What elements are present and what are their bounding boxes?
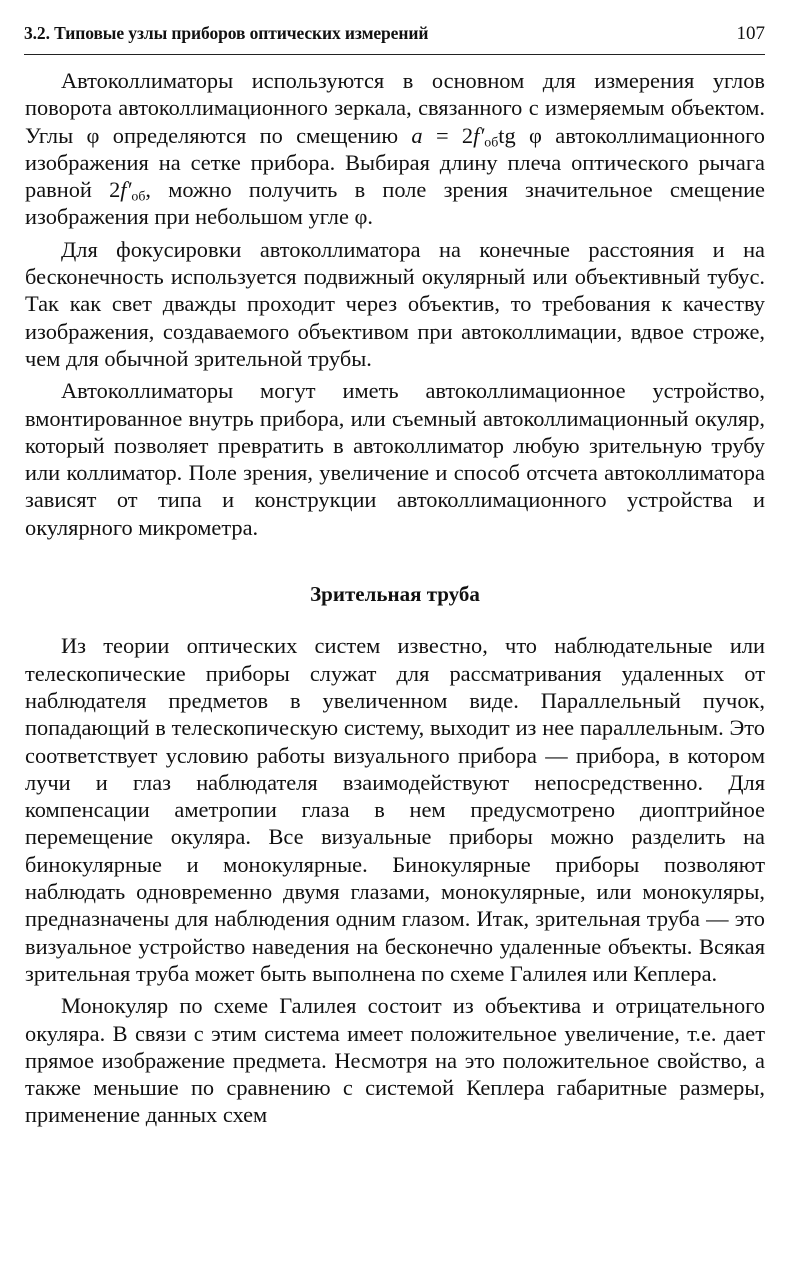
paragraphs-before-heading	[25, 67, 765, 541]
paragraph-text: tg φ автоколлимационного изображения на сетке прибора. Выбирая длину плеча оптического рычага равной 2	[25, 122, 765, 203]
paragraph-text: Для фокусировки автоколлиматора на конечные расстояния и на бесконечность используется подвижный окулярный или объективный тубус. Так как свет дважды проходит через объектив, то требования к качеству изображения, создаваемого объективом при автоколлимации, вдвое строже, чем для обычной зрительной трубы.	[25, 236, 765, 371]
body-paragraph	[25, 992, 765, 1128]
formula-variable: f′	[120, 177, 132, 203]
paragraph-text: Автоколлиматоры используются в основном для измерения углов поворота автоколлимационного зеркала, связанного с измеряемым объектом. Углы φ определяются по смещению	[25, 68, 765, 148]
running-header-section-title: 3.2. Типовые узлы приборов оптических измерений	[24, 23, 429, 43]
page-number: 107	[736, 23, 765, 44]
paragraph-text: Монокуляр по схеме Галилея состоит из объектива и отрицательного окуляра. В связи с этим система имеет положительное увеличение, т.е. дает прямое изображение предмета. Несмотря на это положительное свойство, а также меньшие по сравнению с системой Кеплера габаритные размеры, применение данных схем	[25, 993, 765, 1128]
formula-variable: a	[411, 122, 423, 148]
paragraphs-after-heading	[25, 632, 765, 1128]
body-paragraph	[25, 236, 765, 372]
paragraph-text: Автоколлиматоры могут иметь автоколлимационное устройство, вмонтированное внутрь прибора, или съемный автоколлимационный окуляр, который позволяет превратить в автоколлиматор любую зрительную трубу или коллиматор. Поле зрения, увеличение и способ отсчета автоколлиматора зависят от типа и конструкции автоколлимационного устройства и окулярного микрометра.	[25, 378, 765, 540]
body-paragraph	[25, 377, 765, 541]
body-paragraph	[25, 632, 765, 987]
subscript-text: об	[484, 135, 499, 151]
formula-variable: f′	[473, 122, 485, 148]
paragraph-text: = 2	[422, 122, 474, 148]
paragraph-text: , можно получить в поле зрения значительное смещение изображения при небольшом угле φ.	[25, 177, 765, 230]
body-paragraph	[25, 67, 765, 231]
paragraph-text: Из теории оптических систем известно, что наблюдательные или телескопические приборы служат для рассматривания удаленных от наблюдателя предметов в увеличенном виде. Параллельный пучок, попадающий в телескопическую систему, выходит из нее параллельным. Это соответствует условию работы визуального прибора — прибора, в котором лучи и глаз наблюдателя взаимодействуют непосредственно. Для компенсации аметропии глаза в нем предусмотрено диоптрийное перемещение окуляра. Все визуальные приборы можно разделить на бинокулярные и монокулярные. Бинокулярные приборы позволяют наблюдать одновременно двумя глазами, монокулярные, или монокуляры, предназначены для наблюдения одним глазом. Итак, зрительная труба — это визуальное устройство наведения на бесконечно удаленные объекты. Всякая зрительная труба может быть выполнена по схеме Галилея или Кеплера.	[25, 633, 765, 986]
page-body	[25, 67, 765, 1134]
section-heading: Зрительная труба	[310, 582, 480, 607]
running-header	[24, 20, 765, 55]
subscript-text: об	[131, 189, 146, 205]
